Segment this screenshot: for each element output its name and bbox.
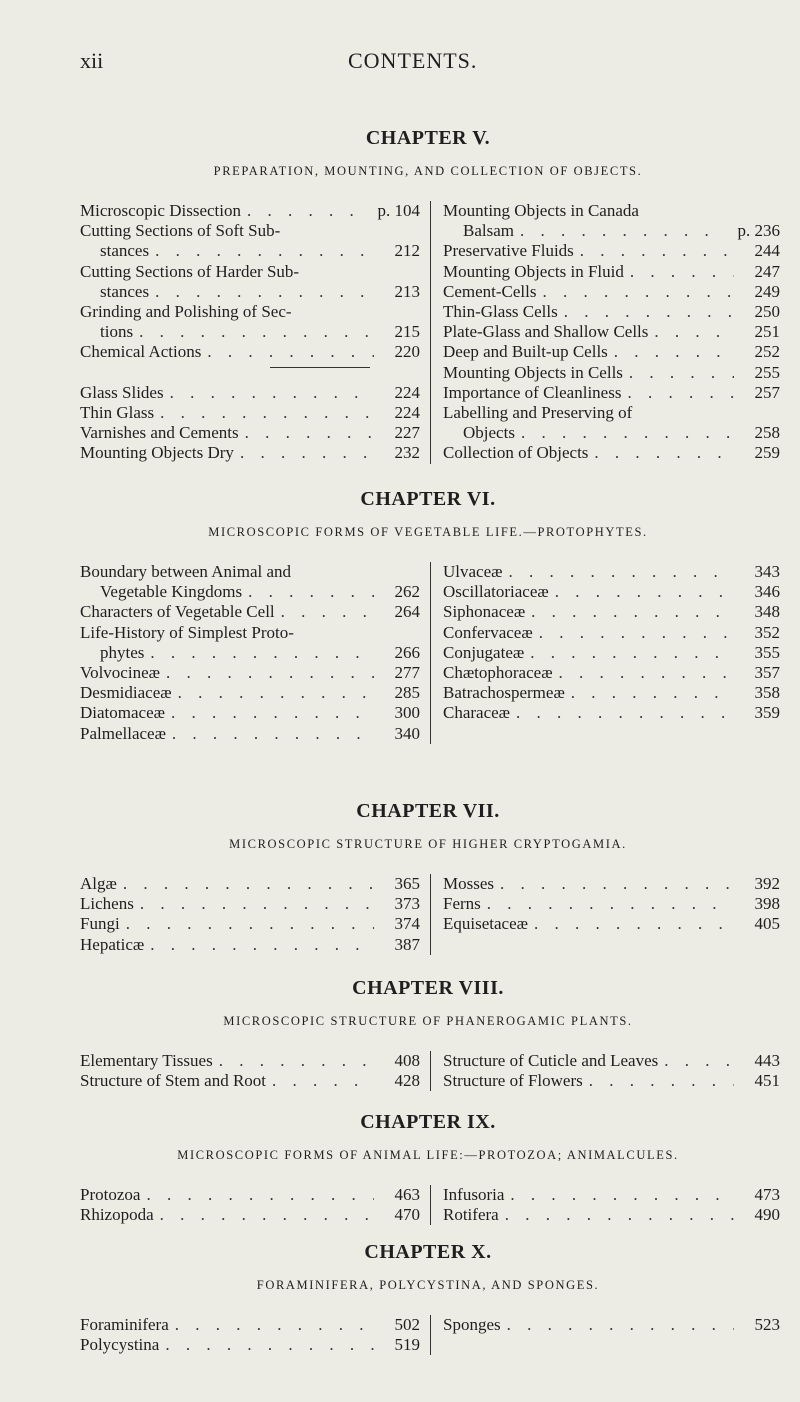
toc-entry[interactable]: Fungi . . . 374 xyxy=(80,914,420,934)
toc-entry[interactable]: Lichens . . . 373 xyxy=(80,894,420,914)
chapter-subtitle: PREPARATION, MOUNTING, AND COLLECTION OF OBJECTS. xyxy=(213,164,643,178)
toc-entry[interactable]: Plate-Glass and Shallow Cells . . . 251 xyxy=(443,322,780,342)
toc-entry[interactable]: phytes . . . 266 xyxy=(80,643,420,663)
toc-left-column: Boundary between Animal and Vegetable Kingdoms . . . 262 Characters of Vegetable Cell . . . 264 Life-History of Simplest Proto- phytes . . . 266 Volvocineæ . . . 277 Desmidiaceæ . . . 285 Diatomaceæ . . . 300 Palmellaceæ . . . 340 xyxy=(80,562,430,744)
toc-entry[interactable]: Rhizopoda . . . 470 xyxy=(80,1205,420,1225)
toc-entry[interactable]: Algæ . . . 365 xyxy=(80,874,420,894)
toc-entry[interactable]: Structure of Flowers . . . 451 xyxy=(443,1071,780,1091)
toc-entry[interactable]: Varnishes and Cements . . . 227 xyxy=(80,423,420,443)
chapter-title: CHAPTER VI. xyxy=(360,488,496,510)
toc-entry[interactable]: Objects . . . 258 xyxy=(443,423,780,443)
toc-right-column: Mounting Objects in Canada Balsam . . . p. 236 Preservative Fluids . . . 244 Mounting Objects in Fluid . . . 247 Cement-Cells . . . 249 Thin-Glass Cells . . . 250 Plate-Glass and Shallow Cells . . . 251 Deep and Built-up Cells . . . 252 Mounting Objects in Cells . . . 255 Importance of Cleanliness . . . 257 Labelling and Preserving of Objects . . . 258 Collection of Objects . . . 259 xyxy=(430,201,780,464)
toc-entry[interactable]: stances . . . 212 xyxy=(80,241,420,261)
divider xyxy=(270,367,370,379)
chapter-x xyxy=(80,1241,780,1355)
toc-entry[interactable]: Confervaceæ . . . 352 xyxy=(443,623,780,643)
toc-entry[interactable]: Siphonaceæ . . . 348 xyxy=(443,602,780,622)
toc-entry[interactable]: stances . . . 213 xyxy=(80,282,420,302)
toc-entry[interactable]: Preservative Fluids . . . 244 xyxy=(443,241,780,261)
toc-entry[interactable]: Structure of Stem and Root . . . 428 xyxy=(80,1071,420,1091)
toc-entry[interactable]: Equisetaceæ . . . 405 xyxy=(443,914,780,934)
toc-entry[interactable]: Foraminifera . . . 502 xyxy=(80,1315,420,1335)
toc-entry[interactable]: Characeæ . . . 359 xyxy=(443,703,780,723)
chapter-subtitle: MICROSCOPIC STRUCTURE OF HIGHER CRYPTOGAMIA. xyxy=(229,837,627,851)
toc-columns xyxy=(80,201,780,464)
toc-entry[interactable]: Balsam . . . p. 236 xyxy=(443,221,780,241)
toc-entry[interactable]: Sponges . . . 523 xyxy=(443,1315,780,1335)
toc-entry[interactable]: Ulvaceæ . . . 343 xyxy=(443,562,780,582)
toc-columns xyxy=(80,1051,780,1091)
chapter-subtitle: MICROSCOPIC FORMS OF VEGETABLE LIFE.—PROTOPHYTES. xyxy=(208,525,648,539)
toc-entry[interactable]: Mounting Objects in Fluid . . . 247 xyxy=(443,262,780,282)
toc-left-column xyxy=(80,874,430,955)
toc-right-column xyxy=(430,1051,780,1091)
page-header xyxy=(80,48,780,88)
toc-entry[interactable]: Rotifera . . . 490 xyxy=(443,1205,780,1225)
chapter-title: CHAPTER VII. xyxy=(356,800,500,822)
toc-entry[interactable]: Vegetable Kingdoms . . . 262 xyxy=(80,582,420,602)
chapter-ix xyxy=(80,1111,780,1225)
toc-columns xyxy=(80,1185,780,1225)
toc-entry[interactable]: Mounting Objects in Cells . . . 255 xyxy=(443,363,780,383)
running-title: CONTENTS. xyxy=(348,48,478,73)
chapter-viii xyxy=(80,977,780,1091)
toc-entry[interactable]: Glass Slides . . . 224 xyxy=(80,383,420,403)
toc-entry[interactable]: Diatomaceæ . . . 300 xyxy=(80,703,420,723)
toc-left-column xyxy=(80,1051,430,1091)
toc-entry[interactable]: Chemical Actions . . . 220 xyxy=(80,342,420,362)
toc-left-column: Microscopic Dissection . . . p. 104 Cutting Sections of Soft Sub- stances . . . 212 Cutting Sections of Harder Sub- stances . . . 213 Grinding and Polishing of Sec- tions . . . 215 Chemical Actions . . . 220 Glass Slides . . . 224 Thin Glass . . . 224 Varnishes and Cements . . . 227 Mounting Objects Dry . . . 232 xyxy=(80,201,430,464)
chapter-subtitle: FORAMINIFERA, POLYCYSTINA, AND SPONGES. xyxy=(256,1278,600,1292)
toc-right-column xyxy=(430,1185,780,1225)
toc-entry[interactable]: Cement-Cells . . . 249 xyxy=(443,282,780,302)
toc-entry[interactable]: Structure of Cuticle and Leaves . . . 443 xyxy=(443,1051,780,1071)
toc-entry[interactable]: Thin-Glass Cells . . . 250 xyxy=(443,302,780,322)
toc-entry[interactable]: Mounting Objects Dry . . . 232 xyxy=(80,443,420,463)
toc-entry[interactable]: Collection of Objects . . . 259 xyxy=(443,443,780,463)
toc-entry[interactable]: Chætophoraceæ . . . 357 xyxy=(443,663,780,683)
toc-entry[interactable]: Elementary Tissues . . . 408 xyxy=(80,1051,420,1071)
chapter-title: CHAPTER X. xyxy=(364,1241,492,1263)
toc-entry[interactable]: Polycystina . . . 519 xyxy=(80,1335,420,1355)
chapter-title: CHAPTER VIII. xyxy=(352,977,504,999)
chapter-title: CHAPTER IX. xyxy=(360,1111,496,1133)
toc-right-column xyxy=(430,562,780,744)
chapter-vii xyxy=(80,800,780,955)
toc-entry[interactable]: Oscillatoriaceæ . . . 346 xyxy=(443,582,780,602)
page-number: xii xyxy=(80,48,104,73)
toc-entry[interactable]: Hepaticæ . . . 387 xyxy=(80,935,420,955)
toc-entry[interactable]: Volvocineæ . . . 277 xyxy=(80,663,420,683)
chapter-subtitle: MICROSCOPIC STRUCTURE OF PHANEROGAMIC PLANTS. xyxy=(223,1014,633,1028)
toc-entry[interactable]: Mosses . . . 392 xyxy=(443,874,780,894)
toc-entry[interactable]: Characters of Vegetable Cell . . . 264 xyxy=(80,602,420,622)
toc-entry[interactable]: Importance of Cleanliness . . . 257 xyxy=(443,383,780,403)
toc-columns xyxy=(80,1315,780,1355)
toc-columns xyxy=(80,874,780,955)
toc-left-column xyxy=(80,1185,430,1225)
toc-entry[interactable]: Conjugateæ . . . 355 xyxy=(443,643,780,663)
toc-columns xyxy=(80,562,780,744)
chapter-subtitle: MICROSCOPIC FORMS OF ANIMAL LIFE:—PROTOZOA; ANIMALCULES. xyxy=(177,1148,679,1162)
toc-entry[interactable]: tions . . . 215 xyxy=(80,322,420,342)
toc-entry[interactable]: Palmellaceæ . . . 340 xyxy=(80,724,420,744)
toc-entry[interactable]: Thin Glass . . . 224 xyxy=(80,403,420,423)
toc-entry[interactable]: Batrachospermeæ . . . 358 xyxy=(443,683,780,703)
chapter-title: CHAPTER V. xyxy=(365,127,491,149)
toc-entry[interactable]: Infusoria . . . 473 xyxy=(443,1185,780,1205)
toc-entry[interactable]: Deep and Built-up Cells . . . 252 xyxy=(443,342,780,362)
chapter-v xyxy=(80,127,780,464)
toc-right-column xyxy=(430,1315,780,1355)
toc-entry[interactable]: Desmidiaceæ . . . 285 xyxy=(80,683,420,703)
chapter-vi xyxy=(80,488,780,744)
toc-right-column xyxy=(430,874,780,955)
toc-entry[interactable]: Ferns . . . 398 xyxy=(443,894,780,914)
toc-entry[interactable]: Microscopic Dissection . . . p. 104 xyxy=(80,201,420,221)
toc-entry[interactable]: Protozoa . . . 463 xyxy=(80,1185,420,1205)
toc-left-column xyxy=(80,1315,430,1355)
